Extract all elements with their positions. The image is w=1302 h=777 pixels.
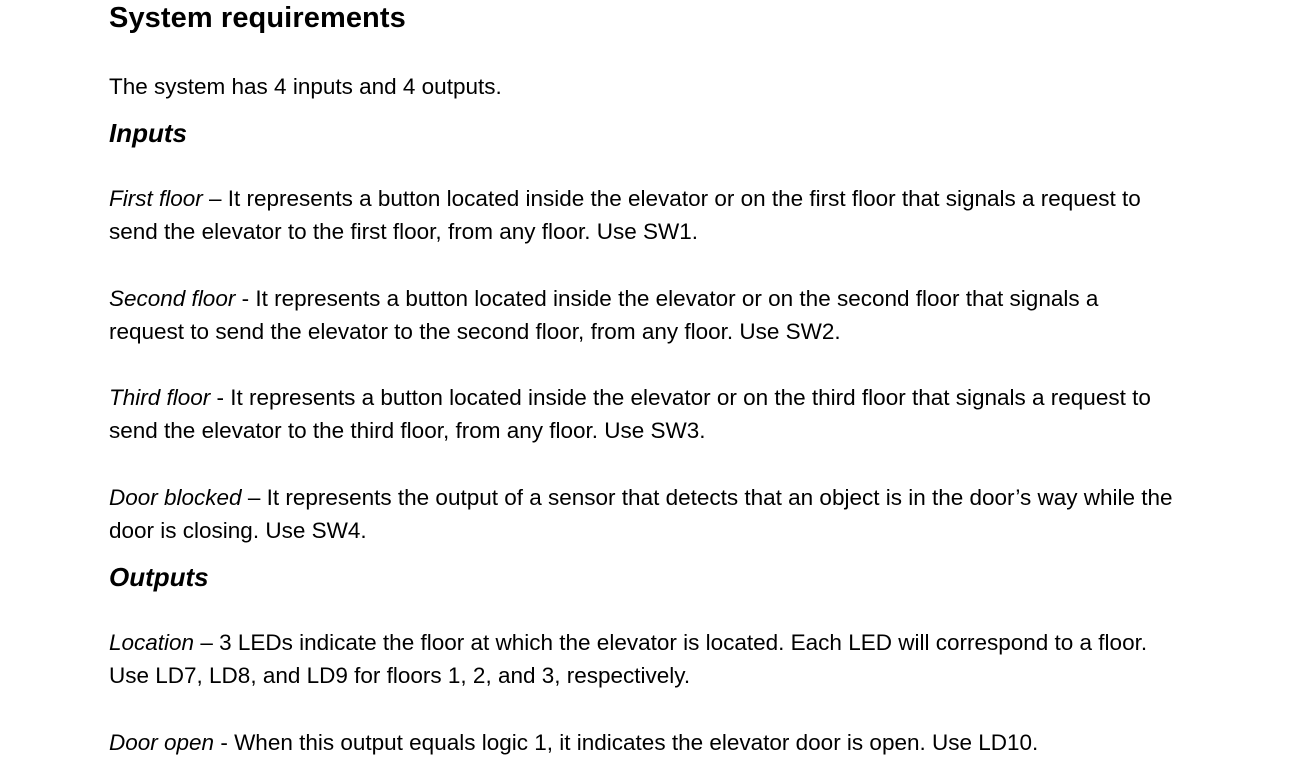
input-description: - It represents a button located inside the elevator or on the third floor that signals a request to send the elevator to the third floor, from any floor. Use SW3.	[109, 385, 1151, 443]
output-term: Location	[109, 630, 195, 655]
output-term: Door open	[109, 730, 215, 755]
input-description: – It represents the output of a sensor that detects that an object is in the door’s way while the door is closing. Use SW4.	[109, 485, 1173, 543]
input-term: First floor	[109, 186, 203, 211]
output-description: - When this output equals logic 1, it indicates the elevator door is open. Use LD10.	[214, 730, 1039, 755]
input-term: Door blocked	[109, 485, 242, 510]
output-item-location	[109, 626, 1179, 692]
input-item-first-floor	[109, 182, 1179, 248]
input-term: Third floor	[109, 385, 211, 410]
output-item-door-open	[109, 726, 1179, 759]
input-description: – It represents a button located inside the elevator or on the first floor that signals a request to send the elevator to the first floor, from any floor. Use SW1.	[109, 186, 1141, 244]
output-description: – 3 LEDs indicate the floor at which the elevator is located. Each LED will correspond to a floor. Use LD7, LD8, and LD9 for floors 1, 2, and 3, respectively.	[109, 630, 1148, 688]
intro-paragraph: The system has 4 inputs and 4 outputs.	[109, 74, 502, 99]
input-term: Second floor	[109, 286, 236, 311]
page-title: System requirements	[109, 2, 406, 34]
input-item-third-floor	[109, 381, 1179, 447]
inputs-heading: Inputs	[109, 118, 187, 148]
outputs-heading: Outputs	[109, 562, 209, 592]
input-item-second-floor	[109, 282, 1179, 348]
input-description: - It represents a button located inside the elevator or on the second floor that signals a request to send the elevator to the second floor, from any floor. Use SW2.	[109, 286, 1099, 344]
input-item-door-blocked	[109, 481, 1179, 547]
